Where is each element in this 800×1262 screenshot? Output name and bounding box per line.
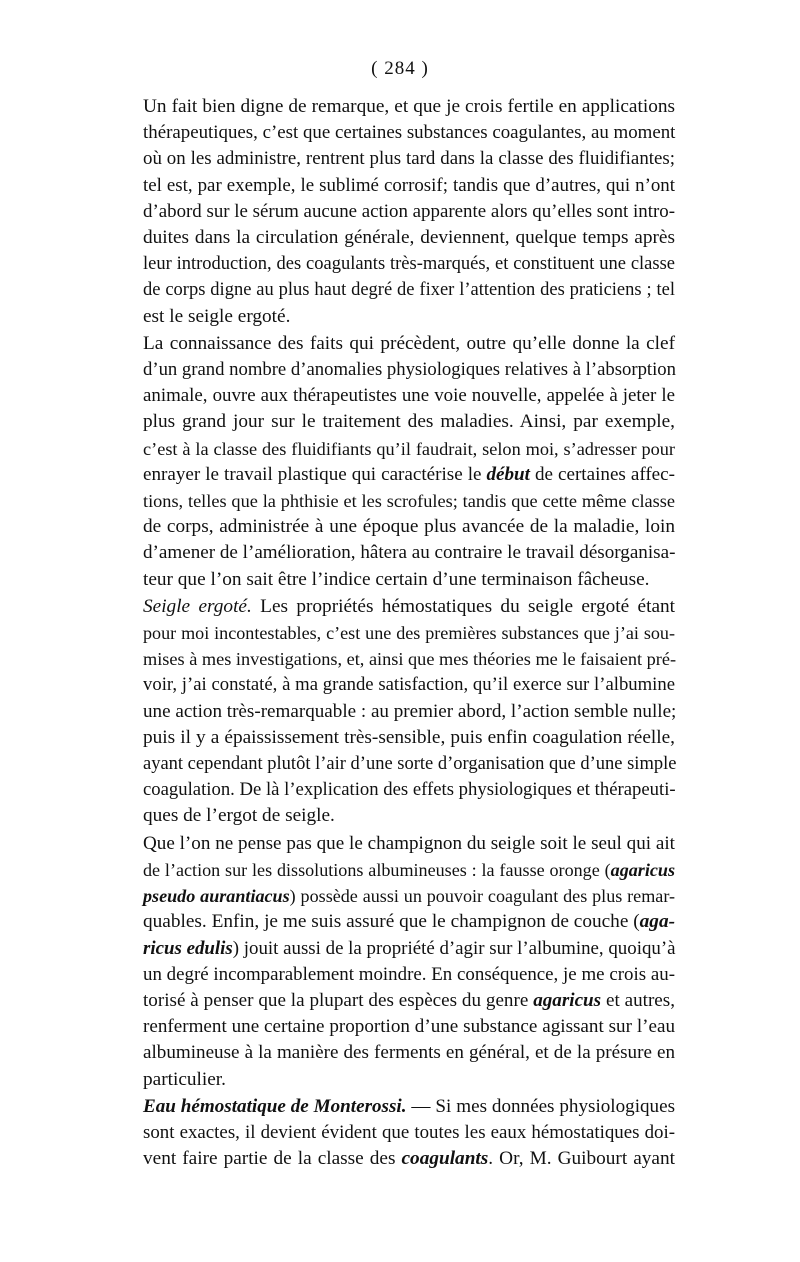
- emphasis-text: pseudo aurantiacus: [143, 886, 290, 907]
- text-run: ) jouit aussi de la propriété d’agir sur l’albumine, quoiqu’à: [232, 937, 676, 959]
- paragraph: [143, 94, 675, 330]
- text-run: est le seigle ergoté.: [143, 305, 291, 327]
- text-line: [143, 1014, 675, 1040]
- text-run: de corps, administrée à une époque plus avancée de la maladie, loin: [143, 516, 675, 538]
- emphasis-text: coagulants: [401, 1148, 489, 1170]
- text-line: [143, 146, 675, 172]
- page-number: ( 284 ): [371, 58, 429, 79]
- paragraph: [143, 331, 675, 593]
- text-run: un degré incomparablement moindre. En conséquence, je me crois au-: [143, 963, 675, 985]
- text-line: [143, 1040, 675, 1066]
- text-run: . Or, M. Guibourt ayant: [488, 1148, 675, 1170]
- text-line: [143, 514, 675, 540]
- text-run: où on les administre, rentrent plus tard dans la classe des fluidifiantes;: [143, 148, 675, 170]
- text-run: pour moi incontestables, c’est une des premières substances que j’ai sou-: [143, 623, 675, 644]
- text-line: [143, 803, 675, 829]
- text-line: [143, 672, 675, 698]
- text-line: [143, 1120, 675, 1146]
- text-line: [143, 436, 675, 462]
- emphasis-text: agaricus: [533, 989, 602, 1011]
- text-line: [143, 962, 675, 988]
- text-line: [143, 540, 675, 566]
- text-run: quables. Enfin, je me suis assuré que le champignon de couche (: [143, 911, 640, 933]
- text-line: [143, 936, 675, 962]
- emphasis-text: Eau hémostatique de Monterossi.: [143, 1095, 407, 1117]
- text-line: [143, 857, 675, 883]
- emphasis-text: Seigle ergoté.: [143, 595, 252, 617]
- text-run: d’un grand nombre d’anomalies physiologiques relatives à l’absorption: [143, 359, 676, 381]
- text-run: vent faire partie de la classe des: [143, 1148, 402, 1170]
- text-run: renferment une certaine proportion d’une substance agissant sur l’eau: [143, 1016, 675, 1038]
- text-line: [143, 225, 675, 251]
- text-line: [143, 462, 675, 488]
- paragraph: [143, 831, 675, 1093]
- text-run: d’abord sur le sérum aucune action apparente alors qu’elles sont intro-: [143, 200, 675, 222]
- text-run: — Si mes données physiologiques: [406, 1095, 676, 1117]
- text-run: enrayer le travail plastique qui caractérise le: [143, 463, 487, 485]
- text-run: de certaines affec-: [529, 463, 675, 485]
- text-line: [143, 1094, 675, 1120]
- emphasis-text: début: [486, 463, 530, 485]
- text-run: une action très-remarquable : au premier abord, l’action semble nulle;: [143, 700, 677, 722]
- text-run: voir, j’ai constaté, à ma grande satisfaction, qu’il exerce sur l’albumine: [143, 674, 675, 696]
- paragraph: [143, 1094, 675, 1173]
- text-run: particulier.: [143, 1068, 226, 1090]
- text-run: c’est à la classe des fluidifiants qu’il faudrait, selon moi, s’adresser pour: [143, 438, 675, 459]
- text-line: [143, 120, 675, 146]
- text-run: animale, ouvre aux thérapeutistes une voie nouvelle, appelée à jeter le: [143, 385, 675, 407]
- text-line: [143, 488, 675, 514]
- text-line: [143, 94, 675, 120]
- text-run: torisé à penser que la plupart des espèces du genre: [143, 989, 534, 1011]
- text-line: [143, 988, 675, 1014]
- text-line: [143, 1067, 675, 1093]
- text-line: [143, 567, 675, 593]
- text-run: Les propriétés hémostatiques du seigle ergoté étant: [251, 595, 676, 617]
- text-line: [143, 277, 675, 303]
- paragraph: [143, 594, 675, 830]
- text-line: [143, 594, 675, 620]
- text-run: albumineuse à la manière des ferments en général, et de la présure en: [143, 1042, 675, 1064]
- text-line: [143, 620, 675, 646]
- text-run: teur que l’on sait être l’indice certain d’une terminaison fâcheuse.: [143, 568, 650, 590]
- text-run: leur introduction, des coagulants très-marqués, et constituent une classe: [143, 254, 675, 275]
- text-run: mises à mes investigations, et, ainsi que mes théories me le faisaient pré-: [143, 649, 677, 670]
- text-run: puis il y a épaississement très-sensible, puis enfin coagulation réelle,: [143, 726, 675, 748]
- text-run: plus grand jour sur le traitement des maladies. Ainsi, par exemple,: [143, 411, 675, 433]
- text-run: de l’action sur les dissolutions albumineuses : la fausse oronge (: [143, 859, 611, 880]
- text-run: coagulation. De là l’explication des effets physiologiques et thérapeuti-: [143, 779, 676, 801]
- text-line: [143, 357, 675, 383]
- text-run: d’amener de l’amélioration, hâtera au contraire le travail désorganisa-: [143, 542, 676, 564]
- text-run: tions, telles que la phthisie et les scrofules; tandis que cette même classe: [143, 491, 675, 512]
- text-line: [143, 199, 675, 225]
- text-line: [143, 383, 675, 409]
- text-line: [143, 251, 675, 277]
- text-run: ayant cependant plutôt l’air d’une sorte d’organisation que d’une simple: [143, 754, 677, 775]
- text-line: [143, 304, 675, 330]
- text-run: tel est, par exemple, le sublimé corrosif; tandis que d’autres, qui n’ont: [143, 174, 675, 196]
- text-line: [143, 831, 675, 857]
- text-run: Que l’on ne pense pas que le champignon du seigle soit le seul qui ait: [143, 832, 675, 854]
- text-run: Un fait bien digne de remarque, et que je crois fertile en applications: [143, 96, 675, 117]
- text-run: ques de l’ergot de seigle.: [143, 805, 335, 827]
- text-run: La connaissance des faits qui précèdent, outre qu’elle donne la clef: [143, 332, 675, 354]
- text-line: [143, 331, 675, 357]
- emphasis-text: aga-: [639, 911, 675, 933]
- text-run: thérapeutiques, c’est que certaines substances coagulantes, au moment: [143, 122, 676, 144]
- text-line: [143, 1146, 675, 1172]
- text-run: sont exactes, il devient évident que toutes les eaux hémostatiques doi-: [143, 1121, 675, 1143]
- text-run: et autres,: [601, 989, 675, 1011]
- text-line: [143, 909, 675, 935]
- text-run: duites dans la circulation générale, deviennent, quelque temps après: [143, 227, 675, 249]
- text-line: [143, 409, 675, 435]
- body-text: [143, 94, 675, 1173]
- text-line: [143, 883, 675, 909]
- text-line: [143, 646, 675, 672]
- text-run: ) possède aussi un pouvoir coagulant des plus remar-: [289, 886, 676, 907]
- text-run: de corps digne au plus haut degré de fixer l’attention des praticiens ; tel: [143, 280, 675, 301]
- text-line: [143, 777, 675, 803]
- text-line: [143, 751, 675, 777]
- emphasis-text: ricus edulis: [143, 937, 233, 959]
- emphasis-text: agaricus: [610, 859, 675, 880]
- text-line: [143, 173, 675, 199]
- text-line: [143, 699, 675, 725]
- text-line: [143, 725, 675, 751]
